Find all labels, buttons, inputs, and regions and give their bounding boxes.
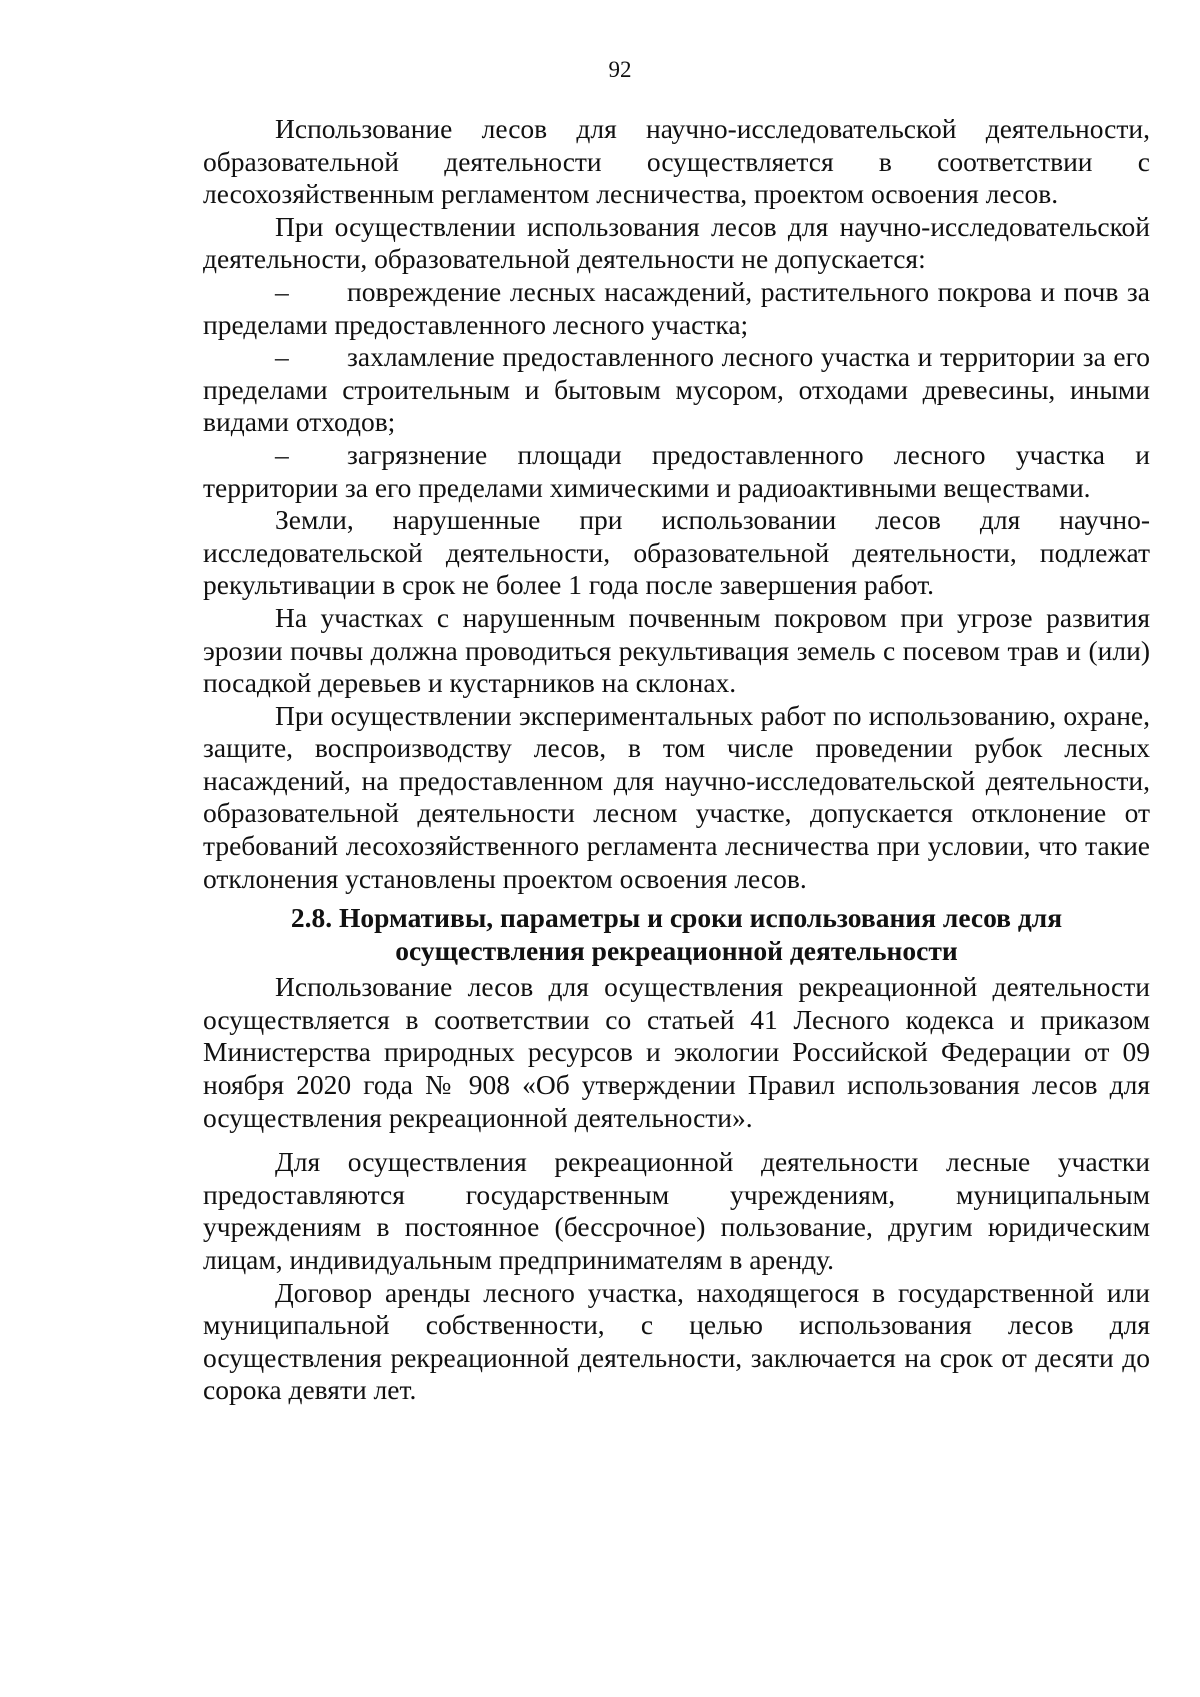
- paragraph-lease-term: Договор аренды лесного участка, находящегося в государственной или муниципальной собственности, с целью использования лесов для осуществления рекреационной деятельности, заключается на срок от десяти до сорока девяти лет.: [203, 1276, 1150, 1406]
- paragraph-erosion-recultivation: На участках с нарушенным почвенным покровом при угрозе развития эрозии почвы должна проводиться рекультивация земель с посевом трав и (или) посадкой деревьев и кустарников на склонах.: [203, 601, 1150, 699]
- document-body: [203, 113, 1150, 1407]
- dash-marker: –: [275, 438, 289, 470]
- dash-marker: –: [275, 341, 289, 373]
- list-item: [203, 341, 1150, 439]
- list-item: [203, 276, 1150, 341]
- paragraph-experimental-works: При осуществлении экспериментальных работ по использованию, охране, защите, воспроизводству лесов, в том числе проведении рубок лесных насаждений, на предоставленном для научно-исследовательской деятельности, образовательной деятельности лесном участке, допускается отклонение от требований лесохозяйственного регламента лесничества при условии, что такие отклонения установлены проектом освоения лесов.: [203, 699, 1150, 894]
- paragraph-land-recultivation: Земли, нарушенные при использовании лесов для научно-исследовательской деятельности, образовательной деятельности, подлежат рекультивации в срок не более 1 года после завершения работ.: [203, 504, 1150, 601]
- section-heading-line: 2.8. Нормативы, параметры и сроки использования лесов для: [290, 902, 1063, 934]
- paragraph-not-allowed-intro: При осуществлении использования лесов для научно-исследовательской деятельности, образовательной деятельности не допускается:: [203, 210, 1150, 275]
- paragraph-recreational-allocation: Для осуществления рекреационной деятельности лесные участки предоставляются государственным учреждениям, муниципальным учреждениям в постоянное (бессрочное) пользование, другим юридическим лицам, индивидуальным предпринимателям в аренду.: [203, 1146, 1150, 1275]
- list-item-text: захламление предоставленного лесного участка и территории за его пределами строительным и бытовым мусором, отходами древесины, иными видами отходов;: [203, 341, 1150, 438]
- list-item-text: повреждение лесных насаждений, растительного покрова и почв за пределами предоставленного лесного участка;: [203, 275, 1150, 340]
- dash-marker: –: [275, 275, 289, 307]
- paragraph-recreational-use: Использование лесов для осуществления рекреационной деятельности осуществляется в соответствии со статьей 41 Лесного кодекса и приказом Министерства природных ресурсов и экологии Российской Федерации от 09 ноября 2020 года № 908 «Об утверждении Правил использования лесов для осуществления рекреационной деятельности».: [203, 971, 1150, 1133]
- list-item-text: загрязнение площади предоставленного лесного участка и территории за его пределами химическими и радиоактивными веществами.: [203, 438, 1150, 503]
- section-heading-line: осуществления рекреационной деятельности: [395, 935, 958, 967]
- section-heading: [203, 901, 1150, 967]
- paragraph-spacer: [203, 1134, 1150, 1146]
- list-item: [203, 439, 1150, 504]
- paragraph-research-use: Использование лесов для научно-исследовательской деятельности, образовательной деятельности осуществляется в соответствии с лесохозяйственным регламентом лесничества, проектом освоения лесов.: [203, 113, 1150, 210]
- page-number: 92: [608, 57, 632, 82]
